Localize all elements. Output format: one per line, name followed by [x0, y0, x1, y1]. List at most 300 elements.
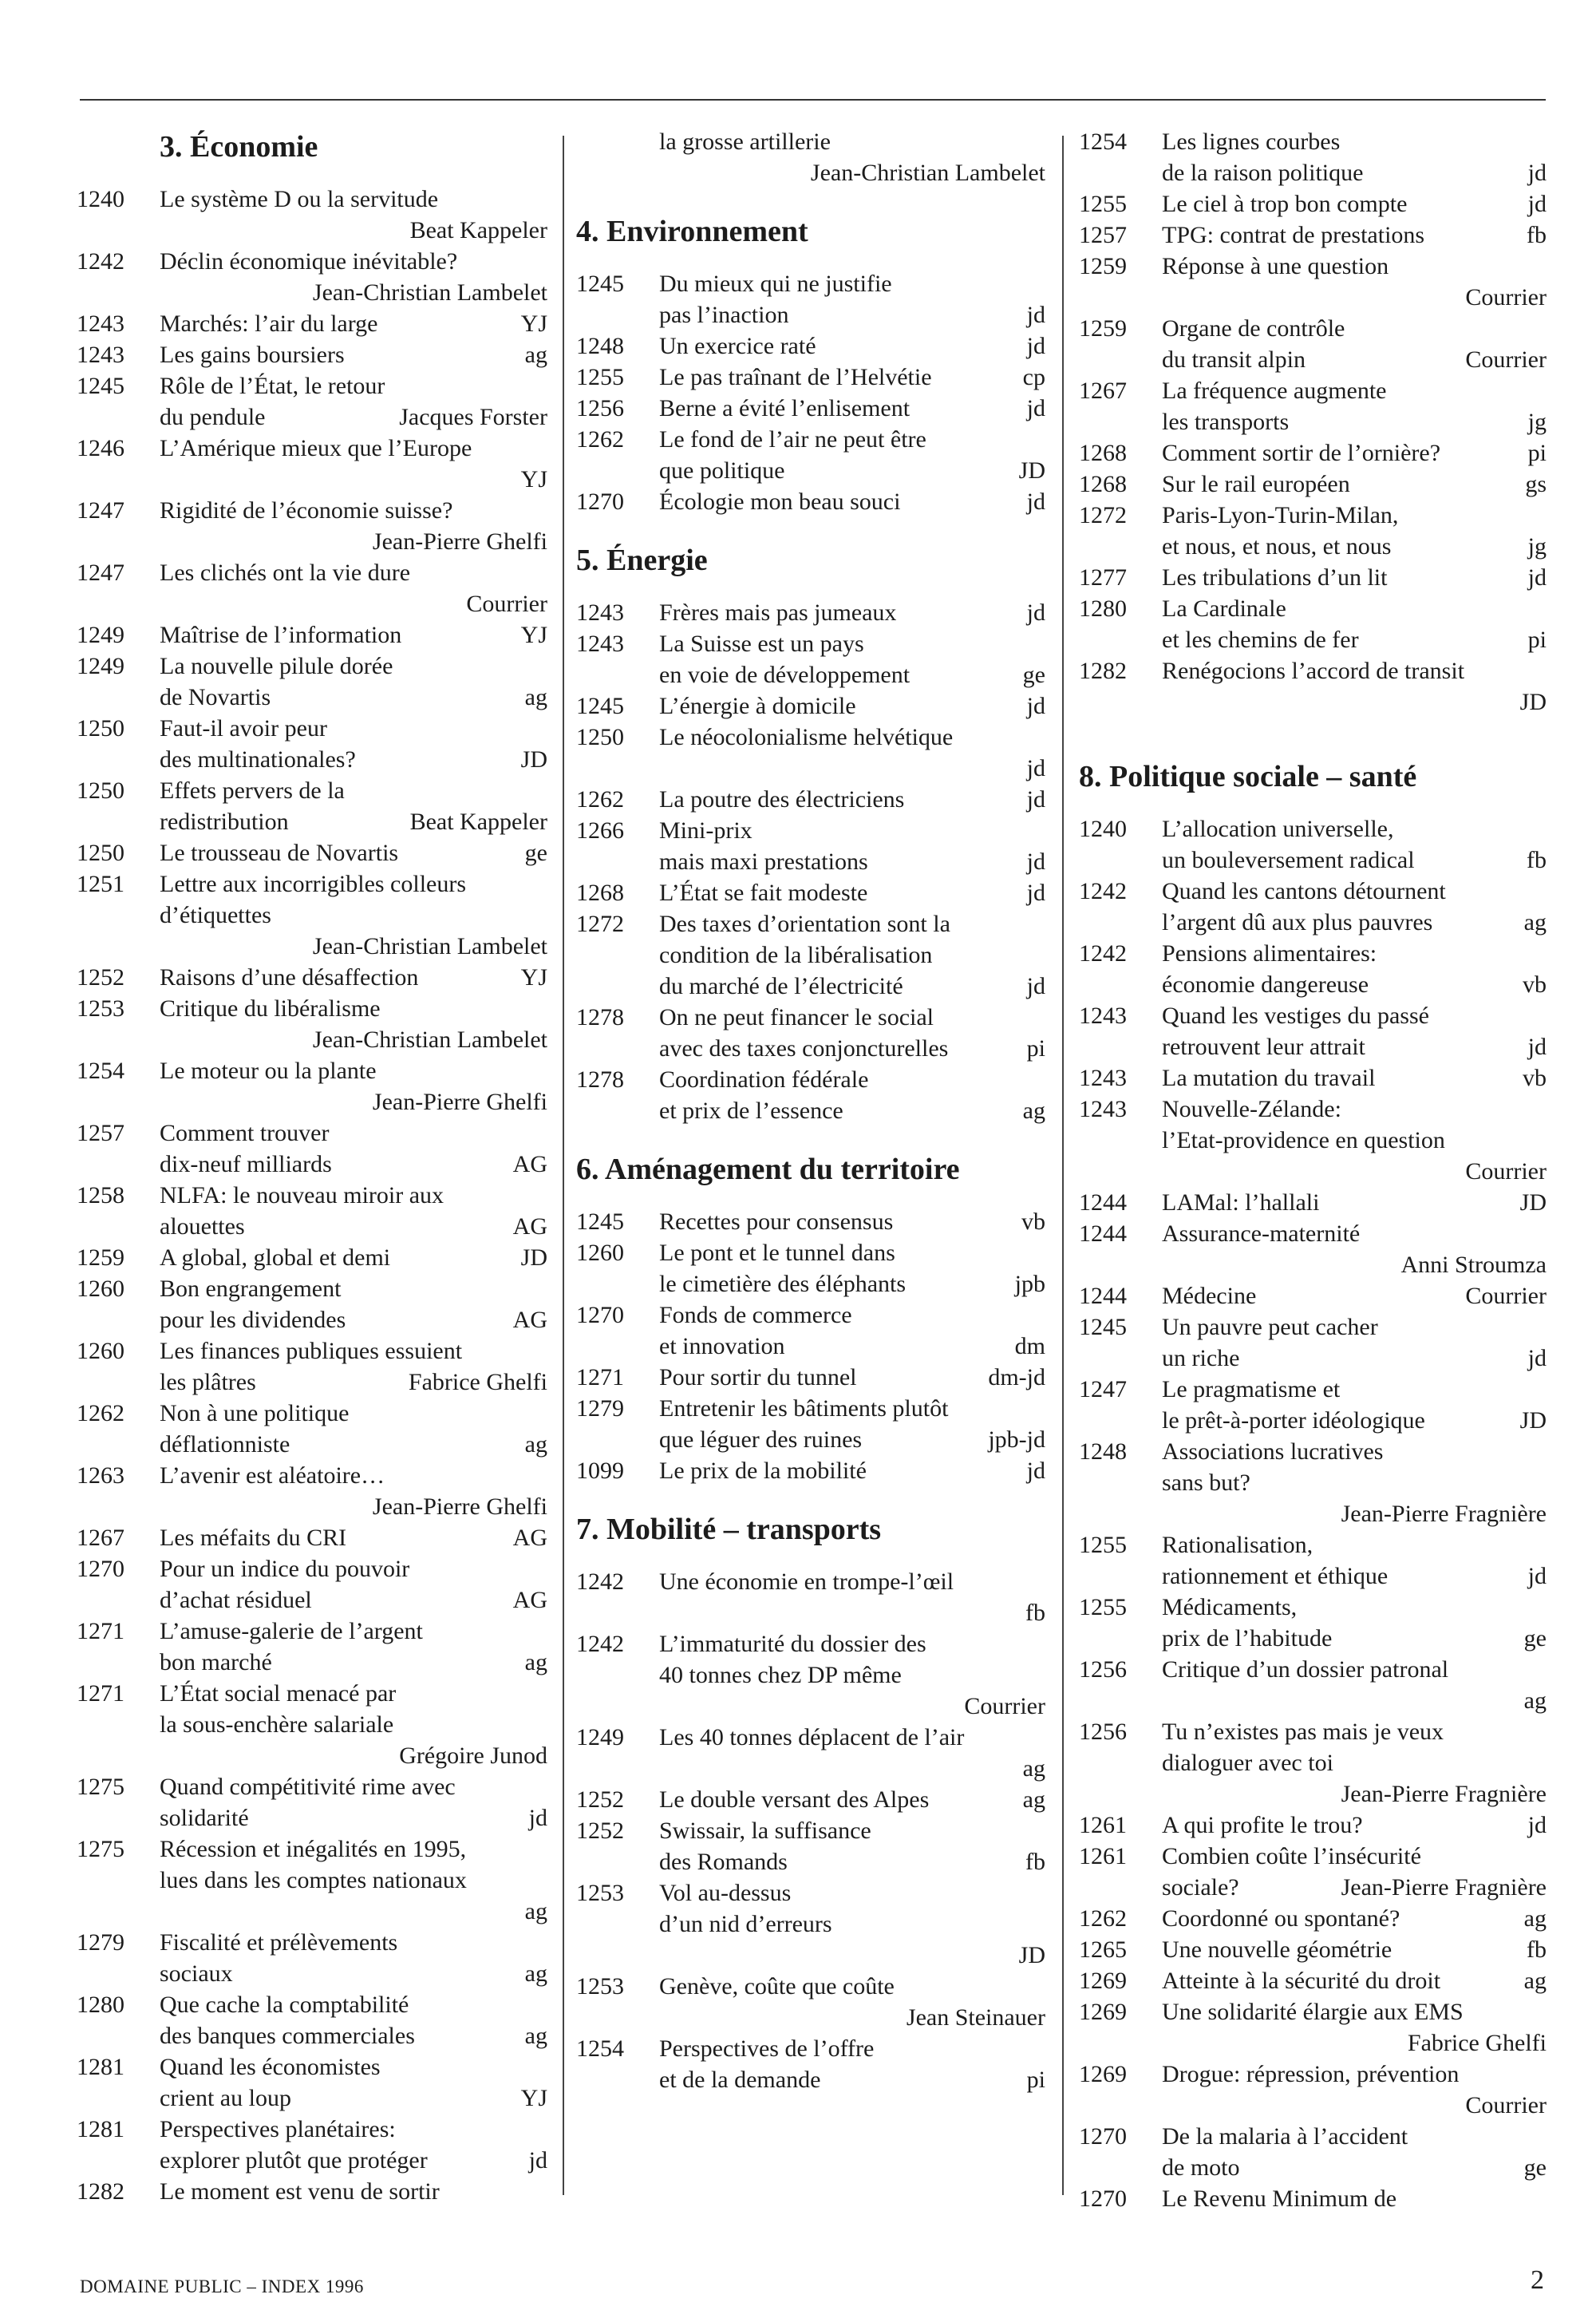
issue-number: 1269 [1079, 1999, 1127, 2025]
entry-author: JD [1519, 1407, 1547, 1434]
entry-author: dm [1014, 1333, 1045, 1359]
index-entry [77, 713, 547, 775]
entry-line [160, 433, 547, 464]
issue-number: 1243 [1079, 1003, 1127, 1029]
entry-title: Perspectives de l’offre [659, 2035, 875, 2062]
entry-line [160, 806, 547, 837]
entry-title: Perspectives planétaires: [160, 2116, 396, 2142]
index-entry [1079, 500, 1547, 562]
index-entry [576, 877, 1045, 908]
entry-body [659, 1206, 1045, 1237]
issue-number: 1256 [576, 395, 624, 421]
entry-body [1162, 1000, 1547, 1062]
issue-number: 1249 [576, 1724, 624, 1750]
entry-author: dm-jd [988, 1364, 1045, 1390]
entry-title: Rigidité de l’économie suisse? [160, 497, 453, 524]
issue-number: 1250 [576, 724, 624, 750]
entry-body [160, 339, 547, 370]
entry-line [160, 713, 547, 744]
entry-body [160, 1771, 547, 1833]
entry-author: Courrier [1465, 2092, 1547, 2118]
entry-line [160, 1584, 547, 1616]
entry-title: Pour sortir du tunnel [659, 1364, 857, 1390]
entry-body [160, 495, 547, 557]
entry-author: jg [1527, 409, 1547, 435]
column-divider [1062, 136, 1064, 2195]
entry-author: jd [1026, 489, 1045, 515]
entry-line [160, 308, 547, 339]
index-entry [576, 1877, 1045, 1971]
index-entry [77, 619, 547, 651]
entry-title: Lettre aux incorrigibles colleurs [160, 871, 467, 897]
issue-number: 1272 [1079, 502, 1127, 528]
entry-author: Jean-Christian Lambelet [312, 1026, 547, 1053]
issue-number: 1279 [77, 1929, 124, 1956]
entry-line [1162, 813, 1547, 845]
entry-line [659, 1846, 1045, 1877]
entry-line [160, 1553, 547, 1584]
entry-title: Rôle de l’État, le retour [160, 373, 385, 399]
entry-line [1162, 2152, 1547, 2183]
entry-line [1162, 1623, 1547, 1654]
entry-body [1162, 593, 1547, 655]
entry-line [1162, 531, 1547, 562]
entry-title: Marchés: l’air du large [160, 311, 378, 337]
entry-author: fb [1527, 222, 1547, 248]
entry-title: Le pas traînant de l’Helvétie [659, 364, 932, 390]
entry-line [160, 993, 547, 1024]
entry-body [1162, 1062, 1547, 1094]
issue-number: 1243 [576, 631, 624, 657]
issue-number: 1252 [77, 964, 124, 991]
entry-line [160, 1117, 547, 1149]
entry-body [1162, 1436, 1547, 1529]
entry-line [160, 1522, 547, 1553]
entry-line [1162, 1094, 1547, 1125]
entry-line [160, 557, 547, 588]
entry-author: Courrier [964, 1693, 1045, 1719]
entry-line [1162, 375, 1547, 406]
entry-title: lues dans les comptes nationaux [160, 1867, 467, 1893]
entry-line [659, 1784, 1045, 1815]
issue-number: 1278 [576, 1004, 624, 1030]
entry-title: de la raison politique [1162, 160, 1364, 186]
entry-author: Courrier [1465, 1158, 1547, 1185]
issue-number: 1248 [576, 333, 624, 359]
entry-line [659, 908, 1045, 939]
index-entry [576, 1206, 1045, 1237]
entry-line [659, 362, 1045, 393]
entry-body [160, 1616, 547, 1678]
entry-line [160, 339, 547, 370]
issue-number: 1252 [576, 1786, 624, 1813]
entry-line [659, 722, 1045, 753]
index-entry [576, 486, 1045, 517]
issue-number: 1270 [576, 1302, 624, 1328]
entry-body [160, 775, 547, 837]
index-entry [576, 268, 1045, 330]
entry-title: Les clichés ont la vie dure [160, 560, 411, 586]
entry-line [160, 775, 547, 806]
entry-line [160, 1802, 547, 1833]
entry-list [1079, 126, 1547, 718]
index-entry [1079, 938, 1547, 1000]
entry-line [1162, 876, 1547, 907]
entry-author: jd [1026, 786, 1045, 813]
entry-line [1162, 1560, 1547, 1592]
entry-line [160, 184, 547, 215]
entry-author: JD [1018, 457, 1045, 484]
entry-line [160, 246, 547, 277]
entry-title: Quand les économistes [160, 2054, 381, 2080]
entry-title: du marché de l’électricité [659, 973, 903, 999]
entry-line [659, 424, 1045, 455]
entry-title: Fonds de commerce [659, 1302, 852, 1328]
entry-author: Courrier [466, 591, 547, 617]
entry-author: ag [1022, 1755, 1045, 1782]
entry-author: jd [1026, 880, 1045, 906]
entry-line [659, 1331, 1045, 1362]
entry-body [1162, 500, 1547, 562]
entry-title: Comment trouver [160, 1120, 330, 1146]
entry-title: Atteinte à la sécurité du droit [1162, 1968, 1441, 1994]
issue-number: 1270 [576, 489, 624, 515]
entry-title: Sur le rail européen [1162, 471, 1350, 497]
entry-title: Comment sortir de l’ornière? [1162, 440, 1441, 466]
entry-body [1162, 655, 1547, 718]
entry-line [1162, 938, 1547, 969]
entry-title: explorer plutôt que protéger [160, 2147, 428, 2174]
entry-author: jd [1527, 1034, 1547, 1060]
entry-author: jd [1527, 564, 1547, 591]
entry-title: A qui profite le trou? [1162, 1812, 1363, 1838]
entry-line [1162, 969, 1547, 1000]
entry-title: Le moteur ou la plante [160, 1058, 377, 1084]
index-entry [1079, 188, 1547, 220]
entry-line [659, 971, 1045, 1002]
entry-title: Du mieux qui ne justifie [659, 271, 892, 297]
entry-title: Vol au-dessus [659, 1880, 792, 1906]
entry-body [659, 1237, 1045, 1299]
entry-body [659, 597, 1045, 628]
entry-line [160, 1678, 547, 1709]
issue-number: 1262 [77, 1400, 124, 1426]
index-entry [576, 362, 1045, 393]
entry-title: Pour un indice du pouvoir [160, 1556, 410, 1582]
entry-author: ag [524, 2023, 547, 2049]
entry-line [160, 2176, 547, 2207]
entry-title: l’Etat-providence en question [1162, 1127, 1445, 1153]
entry-author: ag [1523, 1968, 1547, 1994]
issue-number: 1267 [1079, 378, 1127, 404]
entry-author: jd [528, 2147, 547, 2174]
entry-line [160, 744, 547, 775]
entry-title: L’avenir est aléatoire… [160, 1462, 385, 1489]
index-entry [576, 722, 1045, 784]
index-entry [576, 1002, 1045, 1064]
entry-line [160, 2051, 547, 2083]
entry-title: NLFA: le nouveau miroir aux [160, 1182, 444, 1208]
entry-author: cp [1022, 364, 1045, 390]
entry-title: retrouvent leur attrait [1162, 1034, 1365, 1060]
entry-title: Le moment est venu de sortir [160, 2178, 440, 2205]
entry-title: de Novartis [160, 684, 271, 710]
entry-title: du pendule [160, 404, 266, 430]
issue-number: 1263 [77, 1462, 124, 1489]
entry-line [1162, 1529, 1547, 1560]
entry-body [659, 1362, 1045, 1393]
index-entry [77, 1989, 547, 2051]
entry-title: On ne peut financer le social [659, 1004, 934, 1030]
entry-author: Grégoire Junod [399, 1742, 547, 1769]
entry-title: et nous, et nous, et nous [1162, 533, 1392, 560]
entry-author: jd [1026, 755, 1045, 781]
entry-body [659, 784, 1045, 815]
entry-author: Jean-Pierre Fragnière [1341, 1501, 1547, 1527]
entry-author: Beat Kappeler [409, 217, 547, 243]
issue-number: 1250 [77, 840, 124, 866]
entry-title: Quand compétitivité rime avec [160, 1774, 456, 1800]
index-entry [576, 1455, 1045, 1486]
entry-body [659, 424, 1045, 486]
section-heading-environnement: 4. Environnement [576, 215, 808, 248]
index-entry [1079, 2059, 1547, 2121]
entry-author: Jean-Pierre Fragnière [1341, 1874, 1547, 1901]
entry-line [160, 1833, 547, 1865]
entry-title: La mutation du travail [1162, 1065, 1376, 1091]
entry-title: Le pragmatisme et [1162, 1376, 1341, 1402]
index-entry [77, 370, 547, 433]
entry-line [659, 1877, 1045, 1909]
entry-author: Fabrice Ghelfi [1407, 2030, 1547, 2056]
entry-line [160, 1149, 547, 1180]
entry-title: en voie de développement [659, 662, 911, 688]
entry-title: Le ciel à trop bon compte [1162, 191, 1408, 217]
entry-title: Bon engrangement [160, 1276, 342, 1302]
index-entry [576, 1722, 1045, 1784]
entry-author: Courrier [1465, 346, 1547, 373]
entry-line [160, 1709, 547, 1740]
index-entry [77, 775, 547, 837]
entry-line [659, 690, 1045, 722]
issue-number: 1257 [1079, 222, 1127, 248]
entry-body [659, 1393, 1045, 1455]
entry-line [659, 846, 1045, 877]
entry-line [160, 2114, 547, 2145]
entry-title: Coordination fédérale [659, 1066, 869, 1093]
issue-number: 1252 [576, 1818, 624, 1844]
entry-line [1162, 1903, 1547, 1934]
entry-body [160, 184, 547, 246]
index-entry [1079, 1218, 1547, 1280]
entry-title: Une économie en trompe-l’œil [659, 1568, 954, 1595]
index-entry [576, 1628, 1045, 1722]
entry-line [1162, 1872, 1547, 1903]
entry-title: et prix de l’essence [659, 1098, 843, 1124]
entry-author: ag [524, 1960, 547, 1987]
issue-number: 1282 [1079, 658, 1127, 684]
issue-number: 1243 [1079, 1065, 1127, 1091]
entry-title: Effets pervers de la [160, 777, 345, 804]
entry-title: La nouvelle pilule dorée [160, 653, 393, 679]
entry-title: Des taxes d’orientation sont la [659, 911, 950, 937]
entry-body [659, 393, 1045, 424]
entry-line [160, 962, 547, 993]
entry-title: Une solidarité élargie aux EMS [1162, 1999, 1464, 2025]
entry-line [1162, 1280, 1547, 1311]
issue-number: 1242 [1079, 940, 1127, 967]
entry-line [160, 1398, 547, 1429]
entry-author: AG [512, 1151, 547, 1177]
entry-list [1079, 813, 1547, 2214]
entry-author: jd [1527, 1563, 1547, 1589]
entry-title: Les méfaits du CRI [160, 1525, 347, 1551]
index-entry [1079, 2183, 1547, 2214]
entry-title: Le système D ou la servitude [160, 186, 439, 212]
index-entry [576, 1064, 1045, 1126]
issue-number: 1280 [77, 1992, 124, 2018]
entry-title: du transit alpin [1162, 346, 1306, 373]
entry-list [77, 184, 547, 2207]
issue-number: 1270 [77, 1556, 124, 1582]
index-entry [1079, 1094, 1547, 1187]
entry-line [1162, 1187, 1547, 1218]
issue-number: 1245 [576, 271, 624, 297]
entry-title: L’amuse-galerie de l’argent [160, 1618, 423, 1644]
issue-number: 1282 [77, 2178, 124, 2205]
entry-line [1162, 188, 1547, 220]
entry-body [1162, 1218, 1547, 1280]
entry-title: Fiscalité et prélèvements [160, 1929, 398, 1956]
entry-body [1162, 1374, 1547, 1436]
entry-body [1162, 1903, 1547, 1934]
entry-author: Jean-Pierre Ghelfi [372, 1089, 547, 1115]
entry-body [160, 962, 547, 993]
entry-line [1162, 1934, 1547, 1965]
index-entry [1079, 593, 1547, 655]
entry-body [160, 557, 547, 619]
entry-title: des multinationales? [160, 746, 356, 773]
entry-title: sans but? [1162, 1470, 1250, 1496]
entry-line [1162, 220, 1547, 251]
entry-line [160, 1242, 547, 1273]
entry-list [576, 268, 1045, 517]
entry-list [576, 1566, 1045, 2095]
entry-line [160, 2020, 547, 2051]
entry-body [1162, 188, 1547, 220]
entry-body [1162, 2059, 1547, 2121]
issue-number: 1260 [77, 1338, 124, 1364]
entry-line [659, 1002, 1045, 1033]
entry-body [1162, 1996, 1547, 2059]
entry-line [160, 1180, 547, 1211]
entry-body [160, 1117, 547, 1180]
entry-author: Jean-Christian Lambelet [312, 279, 547, 306]
index-entry [77, 2176, 547, 2207]
entry-line [1162, 1436, 1547, 1467]
entry-title: Frères mais pas jumeaux [659, 599, 897, 626]
entry-body [1162, 1311, 1547, 1374]
entry-line [1162, 1716, 1547, 1747]
entry-author: Beat Kappeler [409, 809, 547, 835]
entry-line [160, 837, 547, 868]
entry-body [659, 1815, 1045, 1877]
entry-body [160, 1522, 547, 1553]
entry-line [659, 1971, 1045, 2002]
index-entry [77, 246, 547, 308]
issue-number: 1260 [576, 1240, 624, 1266]
entry-body [659, 1877, 1045, 1971]
issue-number: 1268 [1079, 471, 1127, 497]
entry-line [659, 1393, 1045, 1424]
index-column-2 [576, 126, 1045, 2095]
entry-line [659, 1206, 1045, 1237]
entry-line [160, 1647, 547, 1678]
issue-number: 1245 [1079, 1314, 1127, 1340]
index-entry [1079, 1436, 1547, 1529]
entry-line [160, 1989, 547, 2020]
entry-author: ag [1523, 909, 1547, 936]
issue-number: 1243 [576, 599, 624, 626]
entry-body [160, 308, 547, 339]
index-entry [1079, 1529, 1547, 1592]
entry-line [160, 619, 547, 651]
entry-title: Médecine [1162, 1283, 1257, 1309]
index-entry [576, 1784, 1045, 1815]
entry-author: jd [1026, 1458, 1045, 1484]
entry-title: Le pont et le tunnel dans [659, 1240, 895, 1266]
entry-line [1162, 907, 1547, 938]
index-entry [77, 308, 547, 339]
entry-title: et innovation [659, 1333, 785, 1359]
entry-title: Maîtrise de l’information [160, 622, 402, 648]
index-entry [576, 1393, 1045, 1455]
issue-number: 1269 [1079, 1968, 1127, 1994]
entry-body [160, 713, 547, 775]
entry-author: ge [1523, 2154, 1547, 2181]
index-entry [77, 1335, 547, 1398]
entry-title: L’État se fait modeste [659, 880, 868, 906]
issue-number: 1271 [77, 1618, 124, 1644]
entry-line [659, 268, 1045, 299]
entry-body [659, 1722, 1045, 1784]
entry-title: Les tribulations d’un lit [1162, 564, 1388, 591]
entry-line [1162, 437, 1547, 469]
entry-author: jd [1026, 302, 1045, 328]
entry-title: A global, global et demi [160, 1244, 391, 1271]
entry-title: d’achat résiduel [160, 1587, 312, 1613]
entry-body [160, 837, 547, 868]
entry-line [160, 651, 547, 682]
index-entry [1079, 1280, 1547, 1311]
entry-title: alouettes [160, 1213, 245, 1240]
issue-number: 1247 [77, 560, 124, 586]
entry-title: Genève, coûte que coûte [659, 1973, 895, 2000]
entry-title: solidarité [160, 1805, 249, 1831]
entry-line [160, 2145, 547, 2176]
issue-number: 1242 [1079, 878, 1127, 904]
entry-body [160, 1273, 547, 1335]
entry-title: redistribution [160, 809, 289, 835]
entry-author: fb [1527, 847, 1547, 873]
entry-author: jd [1527, 1345, 1547, 1371]
entry-title: Non à une politique [160, 1400, 350, 1426]
issue-number: 1245 [77, 373, 124, 399]
entry-body [659, 722, 1045, 784]
entry-body [160, 619, 547, 651]
entry-body [160, 651, 547, 713]
entry-body [1162, 469, 1547, 500]
